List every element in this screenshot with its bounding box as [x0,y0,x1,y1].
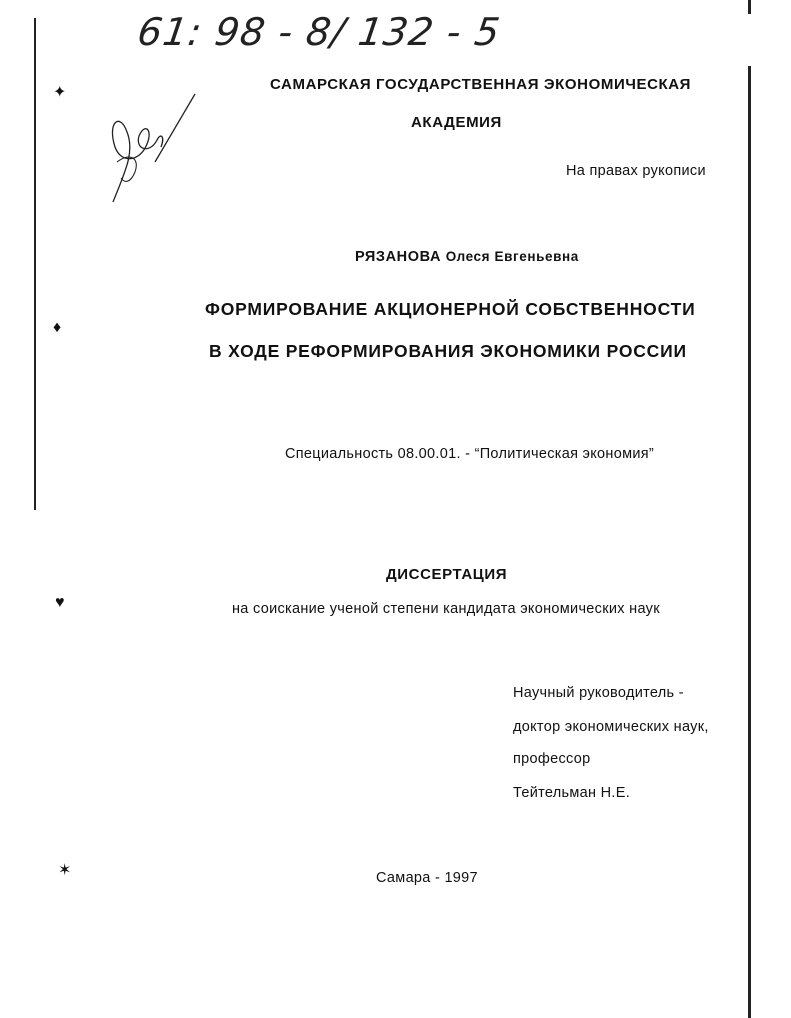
degree: на соискание ученой степени кандидата экономических наук [232,601,660,617]
scan-edge-top [748,0,751,14]
punch-mark-icon: ✶ [58,862,72,879]
institution-line-2: АКАДЕМИЯ [411,114,502,131]
handwritten-catalog-number: 61: 98 - 8/ 132 - 5 [134,10,504,54]
scan-edge-right [748,66,751,1018]
thesis-title-line-1: ФОРМИРОВАНИЕ АКЦИОНЕРНОЙ СОБСТВЕННОСТИ [205,299,696,319]
document-type: ДИССЕРТАЦИЯ [386,566,508,583]
punch-mark-icon: ✦ [53,84,67,101]
supervisor-line-3: профессор [513,751,591,767]
supervisor-line-1: Научный руководитель - [513,685,684,701]
author-surname: РЯЗАНОВА [355,249,442,265]
specialty: Специальность 08.00.01. - “Политическая экономия” [285,446,655,462]
author [355,249,579,265]
manuscript-rights: На правах рукописи [566,163,706,179]
author-given-name: Олеся Евгеньевна [445,249,579,264]
signature-icon [95,92,205,207]
thesis-title-line-2: В ХОДЕ РЕФОРМИРОВАНИЯ ЭКОНОМИКИ РОССИИ [209,341,687,361]
punch-mark-icon: ♦ [53,319,62,336]
scan-edge-left [34,18,36,510]
place-year: Самара - 1997 [376,870,478,886]
supervisor-line-4: Тейтельман Н.Е. [513,785,631,801]
punch-mark-icon: ♥ [55,594,65,611]
institution-line-1: САМАРСКАЯ ГОСУДАРСТВЕННАЯ ЭКОНОМИЧЕСКАЯ [270,76,692,93]
supervisor-line-2: доктор экономических наук, [513,719,709,735]
